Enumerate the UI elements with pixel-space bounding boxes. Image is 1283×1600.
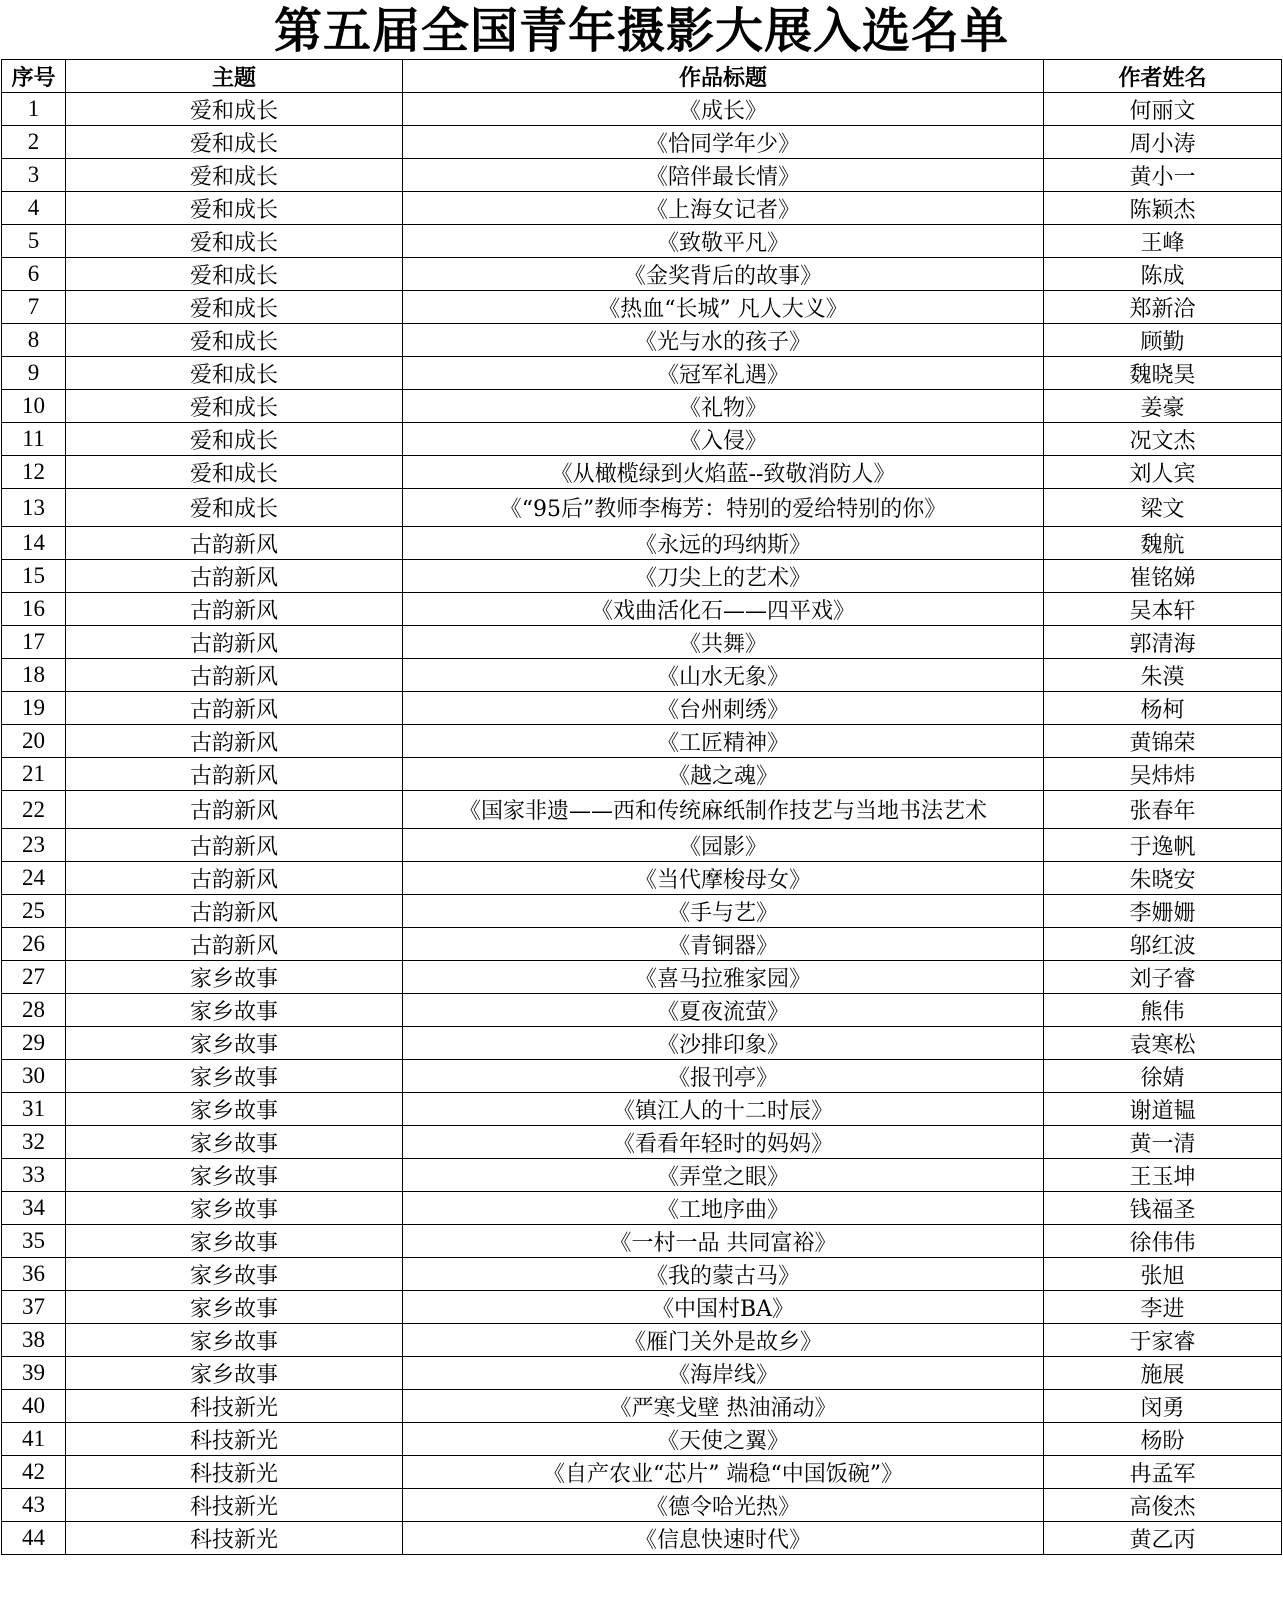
cell-author: 于家睿 bbox=[1044, 1324, 1282, 1357]
cell-number: 9 bbox=[2, 357, 66, 390]
cell-theme: 科技新光 bbox=[66, 1423, 403, 1456]
cell-work-title: 《金奖背后的故事》 bbox=[403, 258, 1044, 291]
cell-work-title: 《严寒戈壁 热油涌动》 bbox=[403, 1390, 1044, 1423]
cell-work-title: 《从橄榄绿到火焰蓝--致敬消防人》 bbox=[403, 456, 1044, 489]
table-row bbox=[2, 1159, 1282, 1192]
header-author: 作者姓名 bbox=[1044, 60, 1282, 93]
cell-theme: 古韵新风 bbox=[66, 692, 403, 725]
cell-work-title: 《礼物》 bbox=[403, 390, 1044, 423]
cell-number: 24 bbox=[2, 862, 66, 895]
cell-number: 42 bbox=[2, 1456, 66, 1489]
cell-work-title: 《自产农业“芯片” 端稳“中国饭碗”》 bbox=[403, 1456, 1044, 1489]
cell-work-title: 《弄堂之眼》 bbox=[403, 1159, 1044, 1192]
cell-theme: 家乡故事 bbox=[66, 1192, 403, 1225]
cell-number: 5 bbox=[2, 225, 66, 258]
header-number: 序号 bbox=[2, 60, 66, 93]
cell-number: 44 bbox=[2, 1522, 66, 1555]
table-row bbox=[2, 994, 1282, 1027]
cell-author: 吴本轩 bbox=[1044, 593, 1282, 626]
table-row bbox=[2, 324, 1282, 357]
cell-work-title: 《信息快速时代》 bbox=[403, 1522, 1044, 1555]
cell-work-title: 《成长》 bbox=[403, 93, 1044, 126]
cell-number: 38 bbox=[2, 1324, 66, 1357]
table-row bbox=[2, 1522, 1282, 1555]
cell-number: 34 bbox=[2, 1192, 66, 1225]
table-row bbox=[2, 357, 1282, 390]
cell-theme: 爱和成长 bbox=[66, 258, 403, 291]
cell-work-title: 《台州刺绣》 bbox=[403, 692, 1044, 725]
table-row bbox=[2, 1390, 1282, 1423]
cell-author: 邬红波 bbox=[1044, 928, 1282, 961]
table-row bbox=[2, 423, 1282, 456]
cell-work-title: 《天使之翼》 bbox=[403, 1423, 1044, 1456]
table-body bbox=[2, 93, 1282, 1555]
cell-author: 于逸帆 bbox=[1044, 829, 1282, 862]
table-row bbox=[2, 1423, 1282, 1456]
header-theme: 主题 bbox=[66, 60, 403, 93]
cell-theme: 科技新光 bbox=[66, 1489, 403, 1522]
cell-theme: 家乡故事 bbox=[66, 1357, 403, 1390]
cell-theme: 家乡故事 bbox=[66, 994, 403, 1027]
cell-number: 25 bbox=[2, 895, 66, 928]
cell-number: 30 bbox=[2, 1060, 66, 1093]
table-row bbox=[2, 758, 1282, 791]
cell-author: 何丽文 bbox=[1044, 93, 1282, 126]
cell-author: 陈颖杰 bbox=[1044, 192, 1282, 225]
table-row bbox=[2, 593, 1282, 626]
cell-author: 郑新洽 bbox=[1044, 291, 1282, 324]
cell-number: 3 bbox=[2, 159, 66, 192]
cell-theme: 家乡故事 bbox=[66, 1093, 403, 1126]
table-row bbox=[2, 1093, 1282, 1126]
cell-number: 40 bbox=[2, 1390, 66, 1423]
cell-number: 10 bbox=[2, 390, 66, 423]
cell-theme: 家乡故事 bbox=[66, 1027, 403, 1060]
cell-author: 杨盼 bbox=[1044, 1423, 1282, 1456]
table-row bbox=[2, 626, 1282, 659]
table-row bbox=[2, 1489, 1282, 1522]
cell-theme: 古韵新风 bbox=[66, 527, 403, 560]
cell-author: 张旭 bbox=[1044, 1258, 1282, 1291]
table-row bbox=[2, 1456, 1282, 1489]
cell-theme: 古韵新风 bbox=[66, 626, 403, 659]
cell-author: 王峰 bbox=[1044, 225, 1282, 258]
cell-work-title: 《喜马拉雅家园》 bbox=[403, 961, 1044, 994]
cell-author: 熊伟 bbox=[1044, 994, 1282, 1027]
table-row bbox=[2, 692, 1282, 725]
cell-number: 33 bbox=[2, 1159, 66, 1192]
cell-number: 1 bbox=[2, 93, 66, 126]
cell-number: 16 bbox=[2, 593, 66, 626]
cell-theme: 古韵新风 bbox=[66, 928, 403, 961]
cell-number: 31 bbox=[2, 1093, 66, 1126]
table-row bbox=[2, 1192, 1282, 1225]
cell-theme: 家乡故事 bbox=[66, 1225, 403, 1258]
cell-work-title: 《冠军礼遇》 bbox=[403, 357, 1044, 390]
cell-theme: 爱和成长 bbox=[66, 291, 403, 324]
cell-number: 28 bbox=[2, 994, 66, 1027]
cell-work-title: 《中国村BA》 bbox=[403, 1291, 1044, 1324]
table-row bbox=[2, 961, 1282, 994]
cell-theme: 古韵新风 bbox=[66, 791, 403, 829]
cell-number: 17 bbox=[2, 626, 66, 659]
cell-work-title: 《工匠精神》 bbox=[403, 725, 1044, 758]
cell-theme: 科技新光 bbox=[66, 1390, 403, 1423]
table-row bbox=[2, 895, 1282, 928]
cell-work-title: 《共舞》 bbox=[403, 626, 1044, 659]
table-row bbox=[2, 225, 1282, 258]
cell-number: 41 bbox=[2, 1423, 66, 1456]
table-row bbox=[2, 560, 1282, 593]
cell-number: 4 bbox=[2, 192, 66, 225]
cell-work-title: 《看看年轻时的妈妈》 bbox=[403, 1126, 1044, 1159]
cell-theme: 科技新光 bbox=[66, 1456, 403, 1489]
cell-theme: 家乡故事 bbox=[66, 1126, 403, 1159]
cell-work-title: 《永远的玛纳斯》 bbox=[403, 527, 1044, 560]
cell-theme: 爱和成长 bbox=[66, 192, 403, 225]
table-row bbox=[2, 1357, 1282, 1390]
cell-work-title: 《沙排印象》 bbox=[403, 1027, 1044, 1060]
cell-work-title: 《越之魂》 bbox=[403, 758, 1044, 791]
cell-number: 19 bbox=[2, 692, 66, 725]
cell-work-title: 《工地序曲》 bbox=[403, 1192, 1044, 1225]
cell-author: 姜豪 bbox=[1044, 390, 1282, 423]
cell-work-title: 《手与艺》 bbox=[403, 895, 1044, 928]
cell-work-title: 《陪伴最长情》 bbox=[403, 159, 1044, 192]
cell-theme: 爱和成长 bbox=[66, 357, 403, 390]
table-row bbox=[2, 258, 1282, 291]
cell-number: 20 bbox=[2, 725, 66, 758]
cell-author: 钱福圣 bbox=[1044, 1192, 1282, 1225]
cell-author: 顾勤 bbox=[1044, 324, 1282, 357]
cell-author: 郭清海 bbox=[1044, 626, 1282, 659]
table-row bbox=[2, 862, 1282, 895]
cell-theme: 爱和成长 bbox=[66, 225, 403, 258]
cell-author: 黄小一 bbox=[1044, 159, 1282, 192]
cell-author: 袁寒松 bbox=[1044, 1027, 1282, 1060]
cell-author: 冉孟军 bbox=[1044, 1456, 1282, 1489]
cell-number: 43 bbox=[2, 1489, 66, 1522]
cell-number: 15 bbox=[2, 560, 66, 593]
cell-number: 26 bbox=[2, 928, 66, 961]
cell-work-title: 《德令哈光热》 bbox=[403, 1489, 1044, 1522]
cell-work-title: 《光与水的孩子》 bbox=[403, 324, 1044, 357]
table-header-row bbox=[2, 60, 1282, 93]
cell-theme: 爱和成长 bbox=[66, 390, 403, 423]
cell-number: 2 bbox=[2, 126, 66, 159]
cell-work-title: 《我的蒙古马》 bbox=[403, 1258, 1044, 1291]
table-row bbox=[2, 791, 1282, 829]
cell-theme: 爱和成长 bbox=[66, 126, 403, 159]
cell-number: 32 bbox=[2, 1126, 66, 1159]
cell-author: 徐婧 bbox=[1044, 1060, 1282, 1093]
cell-theme: 爱和成长 bbox=[66, 324, 403, 357]
cell-author: 高俊杰 bbox=[1044, 1489, 1282, 1522]
cell-work-title: 《园影》 bbox=[403, 829, 1044, 862]
cell-theme: 爱和成长 bbox=[66, 159, 403, 192]
cell-number: 39 bbox=[2, 1357, 66, 1390]
cell-work-title: 《山水无象》 bbox=[403, 659, 1044, 692]
cell-author: 黄锦荣 bbox=[1044, 725, 1282, 758]
cell-work-title: 《雁门关外是故乡》 bbox=[403, 1324, 1044, 1357]
table-row bbox=[2, 725, 1282, 758]
table-row bbox=[2, 1027, 1282, 1060]
header-work-title: 作品标题 bbox=[403, 60, 1044, 93]
cell-author: 吴炜炜 bbox=[1044, 758, 1282, 791]
cell-work-title: 《上海女记者》 bbox=[403, 192, 1044, 225]
cell-theme: 爱和成长 bbox=[66, 456, 403, 489]
cell-number: 27 bbox=[2, 961, 66, 994]
cell-theme: 科技新光 bbox=[66, 1522, 403, 1555]
cell-theme: 古韵新风 bbox=[66, 659, 403, 692]
cell-author: 张春年 bbox=[1044, 791, 1282, 829]
table-row bbox=[2, 829, 1282, 862]
cell-work-title: 《戏曲活化石——四平戏》 bbox=[403, 593, 1044, 626]
cell-theme: 爱和成长 bbox=[66, 93, 403, 126]
page-title: 第五届全国青年摄影大展入选名单 bbox=[273, 3, 1009, 59]
cell-author: 谢道韫 bbox=[1044, 1093, 1282, 1126]
table-row bbox=[2, 291, 1282, 324]
table-row bbox=[2, 527, 1282, 560]
cell-theme: 爱和成长 bbox=[66, 423, 403, 456]
cell-author: 朱漠 bbox=[1044, 659, 1282, 692]
cell-theme: 家乡故事 bbox=[66, 1159, 403, 1192]
cell-theme: 古韵新风 bbox=[66, 560, 403, 593]
cell-work-title: 《刀尖上的艺术》 bbox=[403, 560, 1044, 593]
cell-author: 崔铭娣 bbox=[1044, 560, 1282, 593]
table-row bbox=[2, 456, 1282, 489]
cell-theme: 古韵新风 bbox=[66, 758, 403, 791]
cell-author: 杨柯 bbox=[1044, 692, 1282, 725]
cell-author: 王玉坤 bbox=[1044, 1159, 1282, 1192]
cell-work-title: 《当代摩梭母女》 bbox=[403, 862, 1044, 895]
cell-work-title: 《青铜器》 bbox=[403, 928, 1044, 961]
table-row bbox=[2, 126, 1282, 159]
cell-author: 黄一清 bbox=[1044, 1126, 1282, 1159]
cell-work-title: 《镇江人的十二时辰》 bbox=[403, 1093, 1044, 1126]
cell-author: 黄乙丙 bbox=[1044, 1522, 1282, 1555]
table-row bbox=[2, 1324, 1282, 1357]
table-row bbox=[2, 390, 1282, 423]
cell-theme: 古韵新风 bbox=[66, 895, 403, 928]
cell-number: 11 bbox=[2, 423, 66, 456]
cell-theme: 古韵新风 bbox=[66, 829, 403, 862]
cell-author: 李姗姗 bbox=[1044, 895, 1282, 928]
cell-theme: 家乡故事 bbox=[66, 1291, 403, 1324]
cell-work-title: 《热血“长城” 凡人大义》 bbox=[403, 291, 1044, 324]
cell-work-title: 《国家非遗——西和传统麻纸制作技艺与当地书法艺术 bbox=[403, 791, 1044, 829]
table-row bbox=[2, 1258, 1282, 1291]
table-row bbox=[2, 1060, 1282, 1093]
cell-author: 刘人宾 bbox=[1044, 456, 1282, 489]
table-row bbox=[2, 1291, 1282, 1324]
cell-work-title: 《报刊亭》 bbox=[403, 1060, 1044, 1093]
cell-number: 18 bbox=[2, 659, 66, 692]
cell-work-title: 《致敬平凡》 bbox=[403, 225, 1044, 258]
cell-author: 魏晓昊 bbox=[1044, 357, 1282, 390]
cell-theme: 家乡故事 bbox=[66, 961, 403, 994]
table-row bbox=[2, 928, 1282, 961]
cell-work-title: 《入侵》 bbox=[403, 423, 1044, 456]
cell-theme: 古韵新风 bbox=[66, 593, 403, 626]
cell-theme: 古韵新风 bbox=[66, 725, 403, 758]
cell-author: 闵勇 bbox=[1044, 1390, 1282, 1423]
table-row bbox=[2, 192, 1282, 225]
cell-theme: 爱和成长 bbox=[66, 489, 403, 527]
cell-author: 况文杰 bbox=[1044, 423, 1282, 456]
cell-number: 14 bbox=[2, 527, 66, 560]
cell-theme: 家乡故事 bbox=[66, 1060, 403, 1093]
cell-author: 徐伟伟 bbox=[1044, 1225, 1282, 1258]
table-row bbox=[2, 659, 1282, 692]
cell-theme: 古韵新风 bbox=[66, 862, 403, 895]
cell-theme: 家乡故事 bbox=[66, 1258, 403, 1291]
cell-work-title: 《夏夜流萤》 bbox=[403, 994, 1044, 1027]
cell-author: 刘子睿 bbox=[1044, 961, 1282, 994]
cell-work-title: 《“95后”教师李梅芳：特别的爱给特别的你》 bbox=[403, 489, 1044, 527]
cell-number: 36 bbox=[2, 1258, 66, 1291]
cell-number: 12 bbox=[2, 456, 66, 489]
cell-author: 施展 bbox=[1044, 1357, 1282, 1390]
cell-author: 朱晓安 bbox=[1044, 862, 1282, 895]
cell-author: 陈成 bbox=[1044, 258, 1282, 291]
cell-number: 37 bbox=[2, 1291, 66, 1324]
cell-number: 13 bbox=[2, 489, 66, 527]
cell-author: 魏航 bbox=[1044, 527, 1282, 560]
table-row bbox=[2, 1126, 1282, 1159]
table-row bbox=[2, 1225, 1282, 1258]
cell-work-title: 《海岸线》 bbox=[403, 1357, 1044, 1390]
cell-author: 李进 bbox=[1044, 1291, 1282, 1324]
cell-number: 21 bbox=[2, 758, 66, 791]
cell-number: 22 bbox=[2, 791, 66, 829]
cell-number: 23 bbox=[2, 829, 66, 862]
cell-number: 35 bbox=[2, 1225, 66, 1258]
cell-work-title: 《一村一品 共同富裕》 bbox=[403, 1225, 1044, 1258]
cell-number: 6 bbox=[2, 258, 66, 291]
cell-number: 29 bbox=[2, 1027, 66, 1060]
cell-work-title: 《恰同学年少》 bbox=[403, 126, 1044, 159]
cell-number: 8 bbox=[2, 324, 66, 357]
table-row bbox=[2, 93, 1282, 126]
table-row bbox=[2, 489, 1282, 527]
cell-number: 7 bbox=[2, 291, 66, 324]
cell-author: 梁文 bbox=[1044, 489, 1282, 527]
cell-theme: 家乡故事 bbox=[66, 1324, 403, 1357]
table-row bbox=[2, 159, 1282, 192]
entries-table bbox=[1, 59, 1282, 1555]
cell-author: 周小涛 bbox=[1044, 126, 1282, 159]
